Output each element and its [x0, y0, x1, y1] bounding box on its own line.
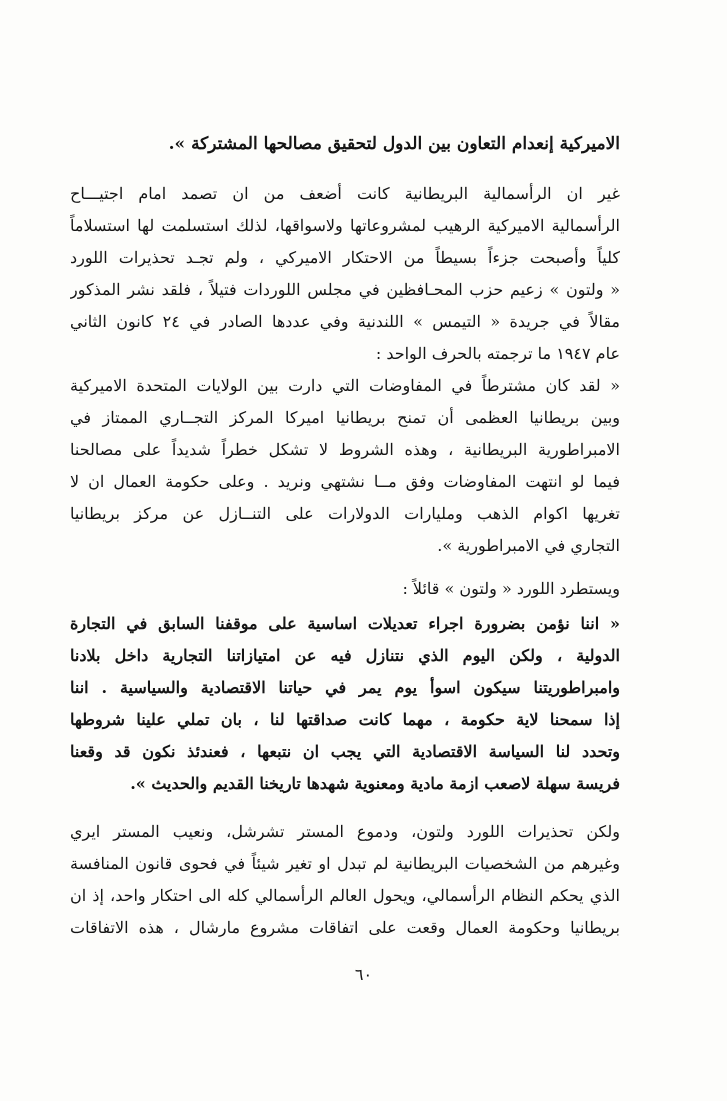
text-line: « ولتون » زعيم حزب المحـافظين في مجلس اللوردات فتيلاً ، فلقد نشر المذكور	[70, 280, 620, 299]
text-line: إذا سمحنا لاية حكومة ، مهما كانت صداقتها لنا ، بان تملي علينا شروطها	[70, 710, 620, 729]
paragraph-5	[70, 816, 620, 944]
text-line: تغريها اكوام الذهب ومليارات الدولارات على التنــازل عن مركز بريطانيا	[70, 504, 620, 523]
text-line: الدولية ، ولكن اليوم الذي نتنازل فيه عن امتيازاتنا التجارية داخل بلادنا	[70, 646, 620, 665]
text-line: ويستطرد اللورد « ولتون » قائلاً :	[402, 579, 620, 598]
text-line: غير ان الرأسمالية البريطانية كانت أضعف من ان تصمد امام اجتيـــاح	[70, 184, 620, 203]
text-line: الذي يحكم النظام الرأسمالي، ويحول العالم الرأسمالي كله الى احتكار واحد، إذ ان	[70, 886, 620, 905]
text-line: مقالاً في جريدة « التيمس » اللندنية وفي عددها الصادر في ٢٤ كانون الثاني	[70, 312, 620, 331]
paragraph-3	[70, 573, 620, 605]
text-line: « لقد كان مشترطاً في المفاوضات التي دارت بين الولايات المتحدة الاميركية	[70, 376, 620, 395]
paragraph-2-quote	[70, 370, 620, 562]
text-line: وبين بريطانيا العظمى أن تمنح بريطانيا اميركا المركز التجــاري الممتاز في	[70, 408, 620, 427]
page-number: ٦٠	[354, 965, 373, 984]
text-line: الرأسمالية الاميركية الرهيب لمشروعاتها ولاسواقها، لذلك استسلمت لها استسلاماً	[70, 216, 620, 235]
text-line: عام ١٩٤٧ ما ترجمته بالحرف الواحد :	[375, 344, 620, 363]
page-heading	[70, 128, 620, 160]
paragraph-1	[70, 178, 620, 370]
text-line: التجاري في الامبراطورية ».	[437, 536, 620, 555]
text-line: وامبراطوريتنا سيكون اسوأ يوم يمر في حياتنا الاقتصادية والسياسية . اننا	[70, 678, 620, 697]
paragraph-4-quote	[70, 608, 620, 800]
text-line: بريطانيا وحكومة العمال وقعت على اتفاقات مشروع مارشال ، هذه الاتفاقات	[70, 918, 620, 937]
text-line: « اننا نؤمن بضرورة اجراء تعديلات اساسية على موقفنا السابق في التجارة	[70, 614, 620, 633]
text-line: فيما لو انتهت المفاوضات وفق مــا نشتهي ونريد . وعلى حكومة العمال ان لا	[70, 472, 620, 491]
text-line: وتحدد لنا السياسة الاقتصادية التي يجب ان نتبعها ، فعندئذ نكون قد وقعنا	[70, 742, 620, 761]
text-line: ولكن تحذيرات اللورد ولتون، ودموع المستر تشرشل، ونعيب المستر ايري	[70, 822, 620, 841]
text-line: الامبراطورية البريطانية ، وهذه الشروط لا تشكل خطراً شديداً على مصالحنا	[70, 440, 620, 459]
text-line: فريسة سهلة لاصعب ازمة مادية ومعنوية شهدها تاريخنا القديم والحديث ».	[130, 774, 620, 793]
text-line: كلياً وأصبحت جزءاً بسيطاً من الاحتكار الاميركي ، ولم تجـد تحذيرات اللورد	[70, 248, 620, 267]
heading-line: الاميركية إنعدام التعاون بين الدول لتحقيق مصالحها المشتركة ».	[168, 134, 620, 154]
text-line: وغيرهم من الشخصيات البريطانية لم تبدل او تغير شيئاً في فحوى قانون المنافسة	[70, 854, 620, 873]
